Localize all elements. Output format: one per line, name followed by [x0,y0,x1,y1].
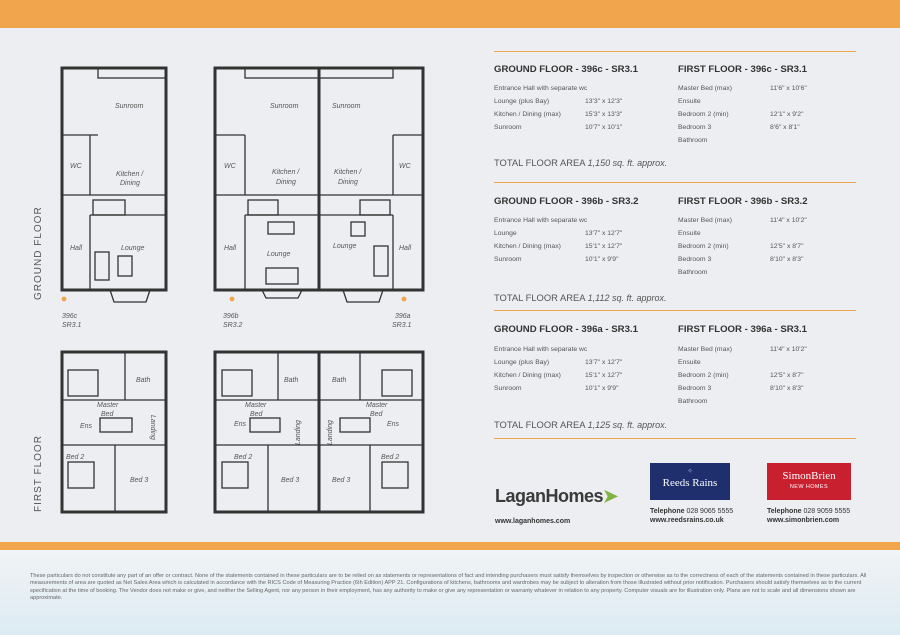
room-landing-396b: Landing [295,420,302,445]
plot-396b-line1: 396b [223,313,239,320]
room-size: 10'1" x 9'9" [585,385,619,392]
room-name: Bedroom 3 [678,256,712,263]
plot-396c-line2: SR3.1 [62,322,82,329]
simon-brien-link[interactable]: www.simonbrien.com [767,517,840,524]
room-name: Lounge (plus Bay) [494,359,550,366]
room-name: Entrance Hall with separate wc [494,85,588,92]
ground-title: GROUND FLOOR - 396b - SR3.2 [494,196,639,207]
room-bath-396b: Bath [284,377,299,384]
floor-plans [0,0,460,545]
phone-label: Telephone [650,508,685,515]
first-title: FIRST FLOOR - 396c - SR3.1 [678,64,808,75]
room-name: Ensuite [678,230,701,237]
leaf-icon: ➤ [603,486,618,506]
reeds-rains-name: Reeds Rains [662,477,718,489]
room-sunroom-396c: Sunroom [115,103,144,110]
room-ens-396b: Ens [234,421,247,428]
room-master-396c: Master [97,402,119,409]
room-name: Entrance Hall with separate wc [494,217,588,224]
room-size: 15'1" x 12'7" [585,372,623,379]
room-name: Bedroom 3 [678,124,712,131]
lagan-homes-name: LaganHomes [495,486,604,506]
total-floor-area [494,292,667,303]
first-title: FIRST FLOOR - 396a - SR3.1 [678,324,808,335]
total-value: 1,112 sq. ft. approx. [587,293,667,303]
room-dining-396c: Dining [120,180,140,187]
spec-rule [494,51,856,52]
room-bed2-396b: Bed 2 [234,454,253,461]
room-name: Bedroom 2 (min) [678,372,729,379]
room-name: Sunroom [494,385,522,392]
anchor-icon: ✧ [687,468,693,475]
room-landing-396a: Landing [327,420,334,445]
room-name: Bathroom [678,137,708,144]
disclaimer-text: These particulars do not constitute any part of an offer or contract. None of the statements contained in these particulars are to be relied on as statements or representations of fact and intending purchasers must satisfy themselves by inspection or otherwise as to the correctness of each of the statements contained in these particulars. All measurements of area are quoted as Net Sales Area which is calculated in accordance with the RICS Code of Measuring Practice (6th Edition) APP 21. Configurations of kitchens, bathrooms and wardrobes may be subject to alteration from those illustrated without prior notification. Purchasers should satisfy themselves as to the current specification at the time of booking. The Vendor does not make or give, and neither the Selling Agent, nor any person in their employment, has any authority to make or give any representation or warranty whatever in relation to any property. Computer visuals are for illustration only. Plans are not to scale and all dimensions shown are approximate. [30,573,867,602]
room-kitchen-396a: Kitchen / [334,169,362,176]
room-size: 8'6" x 8'1" [770,124,800,131]
phone-number: 028 9065 5555 [686,508,734,515]
room-name: Kitchen / Dining (max) [494,372,561,379]
room-size: 13'7" x 12'7" [585,230,623,237]
room-size: 11'4" x 10'2" [770,217,807,224]
room-bed3-396b: Bed 3 [281,477,300,484]
ground-floor-label: GROUND FLOOR [33,206,44,300]
simon-brien-logo [767,463,851,500]
room-lounge-396b: Lounge [267,251,291,258]
room-name: Master Bed (max) [678,85,733,92]
room-kitchen-396b: Kitchen / [272,169,300,176]
room-name: Bedroom 3 [678,385,712,392]
room-masterbed-396a: Bed [370,411,383,418]
room-name: Ensuite [678,98,701,105]
lagan-homes-logo [495,486,618,507]
ground-title: GROUND FLOOR - 396c - SR3.1 [494,64,638,75]
room-bed3-396c: Bed 3 [130,477,149,484]
room-landing-396c: Landing [149,415,156,440]
room-name: Bedroom 2 (min) [678,243,729,250]
room-bed2-396c: Bed 2 [66,454,85,461]
plot-396a-line1: 396a [395,313,411,320]
room-sunroom-396a: Sunroom [332,103,361,110]
reeds-rains-contact [650,508,733,524]
room-size: 8'10" x 8'3" [770,385,804,392]
room-size: 11'4" x 10'2" [770,346,807,353]
room-size: 8'10" x 8'3" [770,256,804,263]
room-master-396a: Master [366,402,388,409]
plot-396a-line2: SR3.1 [392,322,412,329]
plot-396c-line1: 396c [62,313,78,320]
lagan-homes-link[interactable]: www.laganhomes.com [495,518,571,525]
room-name: Bedroom 2 (min) [678,111,729,118]
total-value: 1,125 sq. ft. approx. [587,420,668,430]
room-name: Bathroom [678,398,708,405]
room-wc-396c: WC [70,163,82,170]
room-name: Kitchen / Dining (max) [494,243,561,250]
room-hall-396b: Hall [224,245,237,252]
simon-brien-sub: NEW HOMES [789,484,829,490]
reeds-rains-logo [650,463,730,500]
room-name: Lounge (plus Bay) [494,98,550,105]
room-name: Bathroom [678,269,708,276]
room-hall-396c: Hall [70,245,83,252]
room-master-396b: Master [245,402,267,409]
room-bath-396c: Bath [136,377,151,384]
room-bath-396a: Bath [332,377,347,384]
ground-title: GROUND FLOOR - 396a - SR3.1 [494,324,638,335]
reeds-rains-link[interactable]: www.reedsrains.co.uk [650,517,724,524]
room-bed2-396a: Bed 2 [381,454,400,461]
plan-396a-ground-outline [319,68,423,290]
room-size: 15'1" x 12'7" [585,243,623,250]
room-masterbed-396c: Bed [101,411,114,418]
room-name: Sunroom [494,256,522,263]
room-lounge-396c: Lounge [121,245,145,252]
room-name: Lounge [494,230,517,237]
room-name: Entrance Hall with separate wc [494,346,588,353]
room-ens-396a: Ens [387,421,400,428]
room-size: 12'1" x 9'2" [770,111,804,118]
room-name: Sunroom [494,124,522,131]
phone-number: 028 9059 5555 [803,508,851,515]
room-kitchen-396c: Kitchen / [116,171,144,178]
room-size: 12'5" x 8'7" [770,243,804,250]
plan-396c-ground-outline [62,68,166,290]
total-label: TOTAL FLOOR AREA [494,419,585,430]
room-sunroom-396b: Sunroom [270,103,299,110]
spec-rule [494,310,856,311]
total-label: TOTAL FLOOR AREA [494,157,585,168]
plot-396b-line2: SR3.2 [223,322,243,329]
total-value: 1,150 sq. ft. approx. [587,158,668,168]
room-size: 15'3" x 13'3" [585,111,623,118]
room-size: 12'5" x 8'7" [770,372,804,379]
room-name: Master Bed (max) [678,346,733,353]
room-dining-396a: Dining [338,179,358,186]
room-hall-396a: Hall [399,245,412,252]
spec-rule [494,182,856,183]
total-label: TOTAL FLOOR AREA [494,292,585,303]
room-ens-396c: Ens [80,423,93,430]
spec-rule [494,438,856,439]
simon-brien-name: SimonBrien [782,470,836,482]
room-size: 13'3" x 12'3" [585,98,623,105]
room-dining-396b: Dining [276,179,296,186]
total-floor-area [494,419,667,430]
room-masterbed-396b: Bed [250,411,263,418]
room-name: Kitchen / Dining (max) [494,111,561,118]
room-size: 10'7" x 10'1" [585,124,623,131]
simon-brien-contact [767,508,850,524]
room-wc-396a: WC [399,163,411,170]
phone-label: Telephone [767,508,802,515]
room-name: Ensuite [678,359,701,366]
room-size: 10'1" x 9'9" [585,256,619,263]
first-floor-label: FIRST FLOOR [33,435,44,512]
room-wc-396b: WC [224,163,236,170]
room-size: 13'7" x 12'7" [585,359,623,366]
room-bed3-396a: Bed 3 [332,477,351,484]
room-size: 11'6" x 10'6" [770,85,807,92]
total-floor-area [494,157,667,168]
room-name: Master Bed (max) [678,217,733,224]
room-lounge-396a: Lounge [333,243,357,250]
first-title: FIRST FLOOR - 396b - SR3.2 [678,196,808,207]
